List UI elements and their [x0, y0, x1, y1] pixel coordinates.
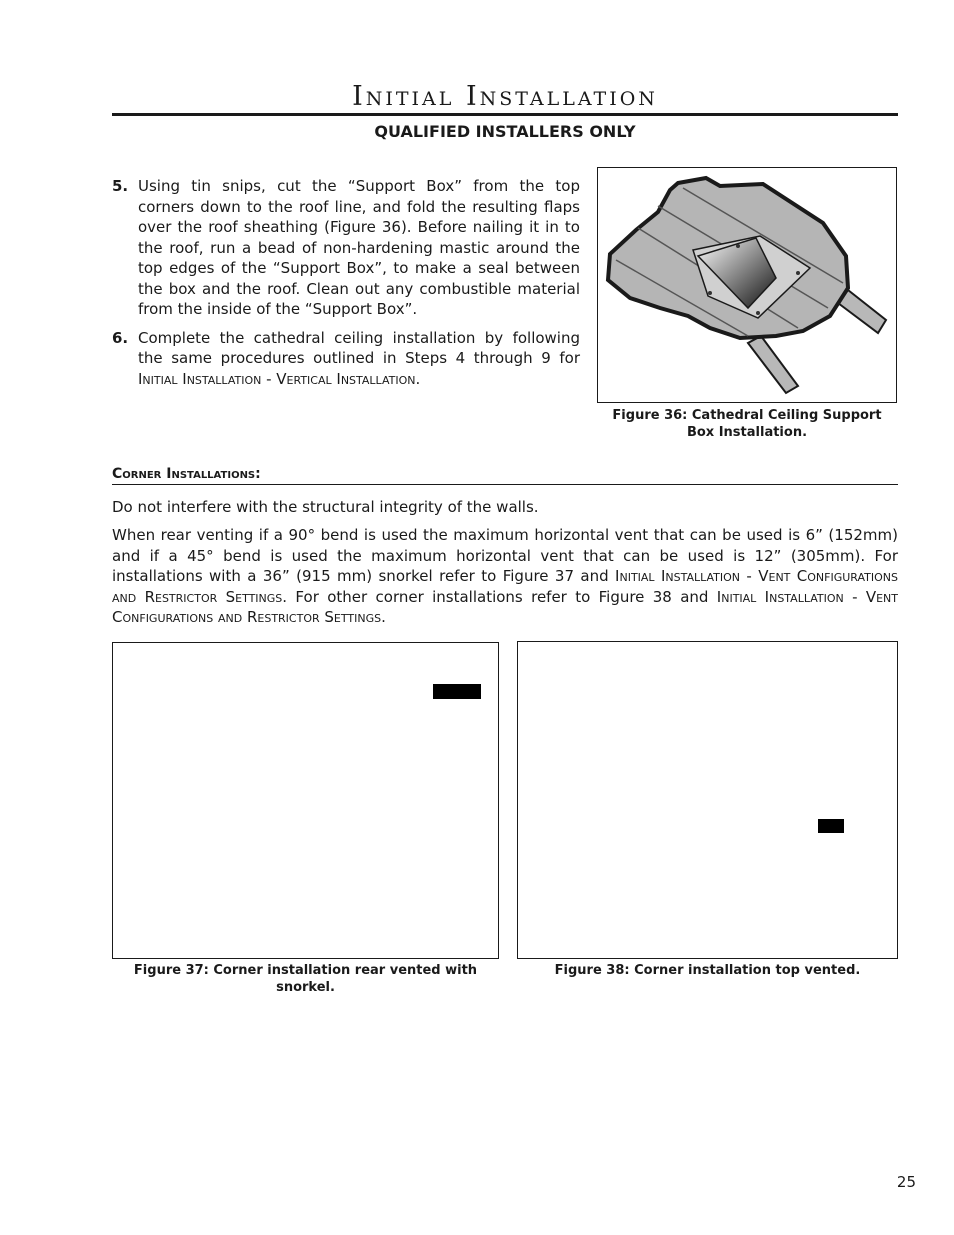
step-text-part: Complete the cathedral ceiling installation by following the same procedures outlined in Steps 4 through 9 for [138, 328, 580, 367]
figure-36-illustration [597, 167, 897, 403]
page-title: Initial Installation [352, 81, 658, 112]
step-text [138, 328, 580, 390]
step-item [112, 176, 580, 320]
step-item [112, 328, 580, 390]
figure-36-caption: Figure 36: Cathedral Ceiling Support Box Installation. [612, 408, 882, 440]
redaction-bar [433, 684, 481, 699]
page-subtitle: QUALIFIED INSTALLERS ONLY [374, 122, 636, 141]
corner-installations-heading: Corner Installations: [112, 464, 898, 485]
paragraph-text-part: . For other corner installations refer to Figure 38 and [282, 587, 717, 606]
section-reference: Initial Installation - Vent Configurations and Restrictor Settings [112, 567, 899, 606]
title-rule [112, 113, 898, 116]
corner-paragraph-2 [112, 525, 898, 628]
section-reference: Initial Installation - Vent Configurations and Restrictor Settings [112, 587, 899, 626]
step-text: Using tin snips, cut the “Support Box” from the top corners down to the roof line, and fold the resulting flaps over the roof sheathing (Figure 36). Before nailing it in to the roof, run a bead of non-hardening mastic around the top edges of the “Support Box”, to make a seal between the box and the roof. Clean out any combustible material from the inside of the “Support Box”. [138, 177, 580, 318]
section-reference: Initial Installation - Vertical Installation [138, 369, 416, 388]
step-number: 5. [112, 177, 129, 195]
step-text-part: . [415, 369, 421, 388]
paragraph-text-part: When rear venting if a 90° bend is used the maximum horizontal vent that can be used is 6” (152mm) and if a 45° bend is used the maximum horizontal vent that can be used is 12” (305mm). For installations with a 36” (915 mm) snorkel refer to Figure 37 and [112, 526, 898, 585]
corner-paragraph-1: Do not interfere with the structural integrity of the walls. [112, 498, 539, 516]
figure-38-illustration [517, 641, 898, 959]
redaction-bar [818, 819, 844, 833]
step-number: 6. [112, 328, 129, 347]
page-number: 25 [896, 1173, 916, 1191]
support-box-drawing [598, 168, 896, 402]
figure-38-caption: Figure 38: Corner installation top vented. [554, 963, 861, 978]
figure-37-caption: Figure 37: Corner installation rear vented with snorkel. [133, 963, 478, 995]
steps-list [112, 176, 580, 397]
figure-37-illustration [112, 642, 499, 959]
paragraph-text-part: . [381, 608, 386, 626]
